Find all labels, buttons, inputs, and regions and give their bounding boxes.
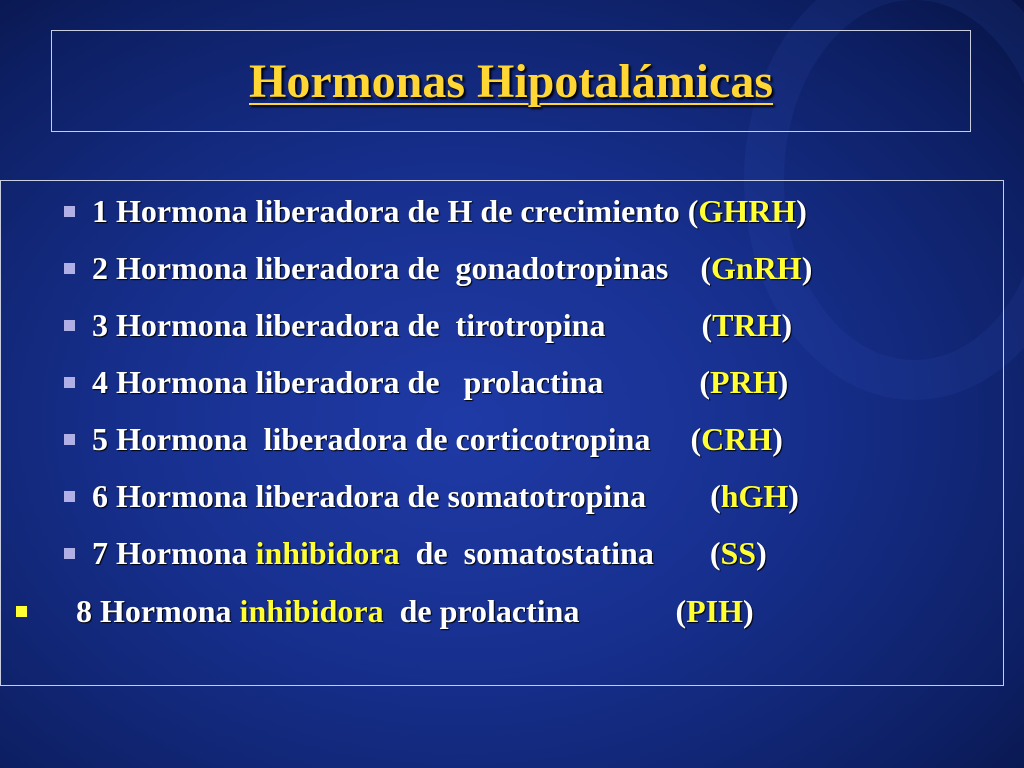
item-text: 3 Hormona liberadora de tirotropina — [92, 306, 702, 343]
square-bullet-icon — [64, 548, 75, 559]
square-bullet-icon — [64, 491, 75, 502]
item-text: 4 Hormona liberadora de prolactina — [92, 363, 700, 400]
item-text: 8 Hormona — [44, 592, 240, 629]
item-text: 5 Hormona liberadora de corticotropina — [92, 420, 691, 457]
highlight-word: inhibidora — [239, 592, 384, 629]
abbreviation: SS — [720, 534, 757, 571]
paren-close: ) — [801, 249, 813, 286]
item-text: 1 Hormona liberadora de H de crecimiento — [92, 192, 688, 229]
list-item — [16, 583, 754, 639]
paren-open: ( — [701, 306, 713, 343]
item-text-cont: de somatostatina — [399, 534, 710, 571]
abbreviation: PIH — [686, 592, 744, 629]
list-item — [64, 468, 799, 524]
paren-close: ) — [772, 420, 783, 457]
highlight-word: inhibidora — [255, 534, 400, 571]
paren-open: ( — [690, 420, 702, 457]
item-text: 2 Hormona liberadora de gonadotropinas — [92, 249, 701, 286]
square-bullet-icon — [64, 206, 75, 217]
paren-open: ( — [687, 192, 699, 229]
square-bullet-icon — [64, 377, 75, 388]
list-item — [64, 183, 807, 239]
paren-close: ) — [796, 192, 807, 229]
abbreviation: PRH — [710, 363, 778, 400]
abbreviation: hGH — [720, 477, 789, 514]
list-item — [64, 297, 792, 353]
paren-close: ) — [743, 592, 754, 629]
abbreviation: TRH — [712, 306, 782, 343]
square-bullet-icon — [64, 320, 75, 331]
paren-open: ( — [675, 592, 687, 629]
list-item — [64, 354, 788, 410]
abbreviation: GnRH — [711, 249, 802, 286]
paren-open: ( — [700, 249, 711, 286]
title-box — [51, 30, 971, 132]
paren-open: ( — [709, 534, 721, 571]
paren-open: ( — [699, 363, 711, 400]
paren-close: ) — [756, 534, 767, 571]
paren-close: ) — [788, 477, 799, 514]
square-bullet-icon — [16, 606, 27, 617]
paren-open: ( — [710, 477, 721, 514]
abbreviation: GHRH — [698, 192, 797, 229]
item-text: 6 Hormona liberadora de somatotropina — [92, 477, 711, 514]
list-item — [64, 240, 812, 296]
square-bullet-icon — [64, 263, 75, 274]
list-item — [64, 525, 767, 581]
item-text: 7 Hormona — [92, 534, 256, 571]
square-bullet-icon — [64, 434, 75, 445]
slide-title: Hormonas Hipotalámicas — [249, 54, 773, 108]
abbreviation: CRH — [701, 420, 773, 457]
list-item — [64, 411, 783, 467]
item-text-cont: de prolactina — [383, 592, 676, 629]
paren-close: ) — [781, 306, 793, 343]
paren-close: ) — [777, 363, 789, 400]
